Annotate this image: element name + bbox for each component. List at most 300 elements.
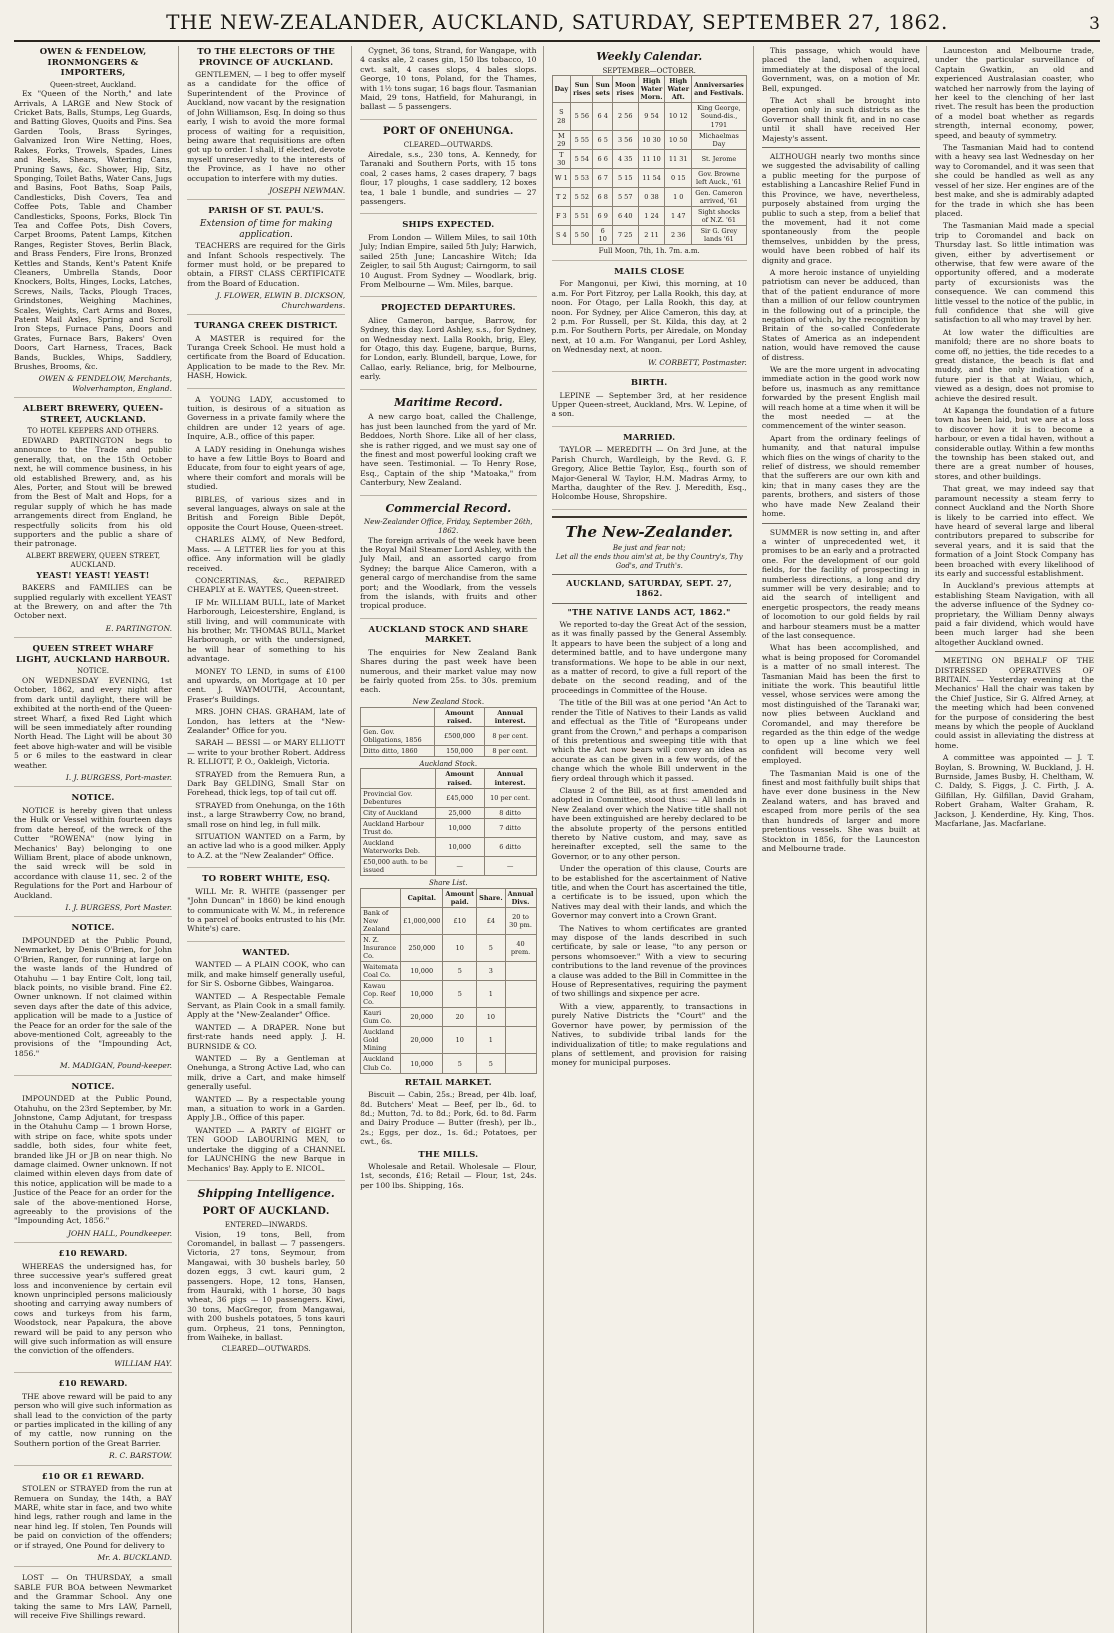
motto-line-2: Let all the ends thou aim'st at, be thy Country's, Thy God's, and Truth's. [555, 552, 743, 570]
entered-label: ENTERED—INWARDS. [224, 1220, 308, 1229]
maritime-record [360, 396, 536, 496]
table-row [361, 981, 536, 1008]
table-row [361, 1054, 536, 1073]
small-ad: STRAYED from Onehunga, on the 16th inst., a large Strawberry Cow, no brand, small rose on hind leg, in full milk. [187, 800, 346, 829]
reward-body: THE above reward will be paid to any person who will give such information as shall lead to the conviction of the party or parties implicated in the killing of any of my cattle, now running on the Southern portion of the Great Barrier. [14, 1391, 173, 1448]
table-cell: Auckland Waterworks Deb. [361, 837, 436, 856]
table-cell: 4 35 [612, 149, 638, 168]
turanga-heading: TURANGA CREEK DISTRICT. [194, 321, 338, 332]
table-cell: Kawau Cop. Reef Co. [361, 981, 401, 1008]
lost-body: LOST — On THURSDAY, a small SABLE FUR BOA between Newmarket and the Grammar School. Any one taking the same to Mrs LAW, Parnell, will receive Five Shillings reward. [14, 1573, 173, 1620]
table-row [552, 168, 746, 187]
table-header: Amount paid. [443, 888, 477, 907]
turanga-body: A MASTER is required for the Turanga Creek School. He must hold a certificate from the Board of Education. Application to be made to the Rev. Mr. HASH, Howick. [187, 333, 346, 381]
small-ad: MONEY TO LEND, in sums of £100 and upwards, on Mortgage at 10 per cent. J. WAYMOUTH, Accountant, Fraser's Buildings. [187, 666, 346, 704]
table-row [361, 788, 536, 807]
table-header: Anniversaries and Festivals. [691, 76, 746, 103]
turanga-creek [187, 321, 345, 389]
parish-signature: J. FLOWER, ELWIN B. DICKSON, Churchwardens. [216, 291, 346, 310]
table-cell: 20,000 [401, 1027, 443, 1054]
notice-signature: M. MADIGAN, Pound-keeper. [59, 1061, 173, 1071]
married-body: TAYLOR — MEREDITH — On 3rd June, at the Parish Church, Wardleigh, by the Revd. G. F. Gregory, Alice Bettie Taylor, Esq., fourth son of Major-General W. Taylor, H.M. Madras Army, to Martha, daughter of the Rev. J. Meredith, Esq., Holcombe House, Shropshire. [551, 445, 747, 502]
table-cell: 250,000 [401, 934, 443, 961]
table-cell: Gen. Cameron arrived, '61 [691, 187, 746, 206]
table-cell: Kauri Gum Co. [361, 1008, 401, 1027]
table-cell: 5 54 [571, 149, 593, 168]
table-header: Sun sets [593, 76, 612, 103]
small-ad: A YOUNG LADY, accustomed to tuition, is desirous of a situation as Governess in a private family where the children are under 12 years of age. Inquire, A.B., office of this paper. [187, 394, 346, 442]
editorial-continued [762, 46, 920, 853]
retail-heading: RETAIL MARKET. [404, 1077, 492, 1088]
commercial-heading: Commercial Record. [385, 501, 512, 515]
notice-body: IMPOUNDED at the Public Pound, Otahuhu, on the 23rd September, by Mr. Johnstone, Camp Adjutant, for trespass in the Otahuhu Camp — 1 brown Horse, with stripe on face, white spots under saddle, both sides, four white feet, branded like JH or JB on near thigh. No damage claimed. Owner unknown. If not claimed within eleven days from date of this notice, application will be made to a Justice of the Peace for an order for the sale of the above-mentioned Horse, agreeably to the provisions of the "Impounding Act, 1856." [14, 1094, 173, 1226]
departures-heading: PROJECTED DEPARTURES. [380, 303, 516, 314]
table-cell: Sight shocks of N.Z. '61 [691, 206, 746, 225]
projected-departures [360, 303, 536, 389]
paragraph: With a view, apparently, to transactions in purely Native Districts the "Court" and the Governor have power, by permission of the Natives, to subdivide tribal lands for the individualization of title; to make regulations and plans of settlement, and provision for raising money for municipal purposes. [551, 1001, 747, 1068]
electors-heading: TO THE ELECTORS OF THE PROVINCE OF AUCKLAND. [197, 47, 335, 68]
wanted-item: WANTED — A PLAIN COOK, who can milk, and make himself generally useful, for Sir S. Osborne Gibbes, Waingaroa. [187, 960, 346, 989]
table-cell: 5 [443, 1054, 477, 1073]
wanted-section [187, 948, 345, 1181]
robert-white-notice [187, 874, 345, 942]
white-body: WILL Mr. R. WHITE (passenger per "John Duncan" in 1860) be kind enough to communicate with W. M., in reference to a parcel of books entrusted to his (Mr. White's) care. [187, 886, 346, 934]
ad-heading: OWEN & FENDELOW, IRONMONGERS & IMPORTERS, [39, 47, 147, 79]
paragraph: Clause 2 of the Bill, as at first amended and adopted in Committee, stood thus: — All lands in New Zealand over which the Native title shall not have been extinguished are hereby declared to be the absolute property of the persons entitled thereto by Native custom, and may, save as hereinafter excepted, sell the same to the Governor, or to any other person. [551, 785, 747, 861]
ad-heading: ALBERT BREWERY, QUEEN-STREET, AUCKLAND. [22, 404, 164, 425]
reward-signature: WILLIAM HAY. [114, 1358, 173, 1368]
table-cell: Michaelmas Day [691, 130, 746, 149]
wanted-item: WANTED — A PARTY of EIGHT or TEN GOOD LABOURING MEN, to undertake the digging of a CHANNEL for LAUNCHING the new Barque in Mechanics' Bay. Apply to E. NICOL. [187, 1125, 346, 1173]
stock-market [360, 625, 536, 1198]
wanted-item: WANTED — By a Gentleman at Onehunga, a Strong Active Lad, who can milk, drive a Cart, and make himself generally useful. [187, 1054, 346, 1092]
mills-body: Wholesale and Retail. Wholesale — Flour, 1st, seconds, £16; Retail — Flour, 1st, 24s. per 100 lbs. Shipping, 16s. [360, 1162, 537, 1190]
table-cell: 7 ditto [484, 818, 536, 837]
editorial-paper-title: The New-Zealander. [565, 522, 733, 541]
newspaper-title: THE NEW-ZEALANDER, AUCKLAND, SATURDAY, SEPTEMBER 27, 1862. [166, 10, 948, 34]
table-cell: 8 per cent. [484, 726, 536, 745]
table-row [361, 745, 536, 756]
reward-heading: £10 REWARD. [58, 1249, 128, 1260]
paragraph: We reported to-day the Great Act of the session, as it was finally passed by the General Assembly. It appears to have been the subject of a long and determined battle, and to have undergone many transformations. We hope to be able in our next, as a matter of record, to give a full report of the debate on the second reading, and of the proceedings in Committee of the House. [551, 620, 747, 695]
retail-body: Biscuit — Cabin, 25s.; Bread, per 4lb. loaf, 8d. Butchers' Meat — Beef, per lb., 6d. to 8d.; Mutton, 7d. to 8d.; Pork, 6d. to 8d. Farm and Dairy Produce — Butter (fresh), per lb., 2s.; Eggs, per doz., 1s. 6d.; Potatoes, per cwt., 6s. [360, 1090, 537, 1147]
notice-impounded-newmarket [14, 923, 172, 1075]
table-cell: 3 [477, 962, 505, 981]
table-row [552, 149, 746, 168]
table-header: High Water Morn. [638, 76, 665, 103]
table-cell: 10 50 [665, 130, 692, 149]
table-cell: 5 [477, 1054, 505, 1073]
paragraph: The Natives to whom certificates are granted may dispose of the lands described in such certificate, by sale or lease, "to any person or persons whomsoever." With a view to securing contributions to the land revenue of the provinces a clause was added to the Bill in Committee in the House of Representatives, requiring the payment of two shillings and sixpence per acre. [551, 923, 747, 999]
table-cell: 20 [443, 1008, 477, 1027]
table-cell: 5 [477, 934, 505, 961]
table-cell: 10 [443, 934, 477, 961]
ad-signature: OWEN & FENDELOW, Merchants, Wolverhampton, England. [38, 374, 173, 393]
table-row [361, 934, 536, 961]
table-cell: 5 15 [612, 168, 638, 187]
table-cell: 20,000 [401, 1008, 443, 1027]
table-cell: 6 ditto [484, 837, 536, 856]
table-cell: 6 6 [593, 149, 612, 168]
notice-body: NOTICE is hereby given that unless the Hulk or Vessel within fourteen days from date hereof, of the wreck of the Cutter "ROWENA" (now lying in Mechanics' Bay) belonging to one William Brent, place of abode unknown, the said wreck will be sold in accordance with clause 11, sec. 2 of the Regulations for the Port and Harbour of Auckland. [14, 805, 173, 900]
table-header: Annual interest. [484, 707, 536, 726]
wanted-item: WANTED — A DRAPER. None but first-rate hands need apply. J. H. BURNSIDE & CO. [187, 1022, 346, 1051]
small-ad: BIBLES, of various sizes and in several languages, always on sale at the British and Foreign Bible Depôt, opposite the Court House, Queen-street. [187, 494, 346, 532]
table-cell [505, 1008, 536, 1027]
ad-signature: I. J. BURGESS, Port-master. [65, 772, 173, 782]
shipping-continued [360, 46, 536, 120]
small-ad: CHARLES ALMY, of New Bedford, Mass. — A LETTER lies for you at this office. Any information will be gladly received. [187, 535, 346, 573]
editorial-title: "THE NATIVE LANDS ACT, 1862." [567, 607, 731, 618]
table-cell: 1 0 [665, 187, 692, 206]
table-cell: 5 57 [612, 187, 638, 206]
nz-stock-title: New Zealand Stock. [412, 697, 485, 706]
table-cell [505, 962, 536, 981]
paragraph: SUMMER is now setting in, and after a winter of unprecedented wet, it promises to be an early and a protracted one. For the development of our gold fields, for the facility of prospecting in numberless directions, a long and dry summer will be very desirable; and to aid the search of intelligent and energetic prospectors, the ready means of locomotion to our gold fields by rail and harbour steamers must be a matter of the last consequence. [761, 527, 920, 640]
table-row [361, 837, 536, 856]
yeast-signature: E. PARTINGTON. [105, 623, 173, 633]
paragraph: A committee was appointed — J. T. Boylan, S. Browning, W. Buckland, J. H. Burnside, James Busby, H. Cheltham, W. C. Daldy, S. Figgs, J. C. Firth, J. A. Gilfillan, Hy. Gilfillan, David Graham, Robert Graham, Walter Graham, R. Jackson, J. Kenderdine, Hy. King, Thos. Macfarlane, Jas. Macfarlane. [934, 753, 1094, 829]
table-cell: M 29 [552, 130, 571, 149]
table-cell: 11 31 [665, 149, 692, 168]
table-cell: Gen. Gov. Obligations, 1856 [361, 726, 435, 745]
calendar-month: SEPTEMBER—OCTOBER. [602, 66, 696, 75]
table-cell: F 3 [552, 206, 571, 225]
paragraph: In Auckland's previous attempts at establishing Steam Navigation, with all the adverse influence of the Sydney co-proprietary, the William Denny always paid a fair dividend, which would have been much larger had she been altogether Auckland owned. [934, 581, 1094, 647]
cleared-label: CLEARED—OUTWARDS. [221, 1345, 311, 1354]
paragraph: That great, we may indeed say that paramount necessity a steam ferry to connect Auckland and the North Shore is likely to be carried into effect. We have heard of several large and liberal contributors prepared to subscribe for several years, and it is said that the formation of a Joint Stock Company has been broached with every likelihood of its early and successful establishment. [934, 484, 1094, 578]
table-cell: £45,000 [435, 788, 484, 807]
table-cell: 25,000 [435, 807, 484, 818]
mails-close [552, 267, 747, 372]
table-row [361, 1027, 536, 1054]
motto-line-1: Be just and fear not; [612, 544, 686, 553]
table-header [361, 888, 401, 907]
table-cell: W 1 [552, 168, 571, 187]
onehunga-heading: PORT OF ONEHUNGA. [383, 125, 514, 137]
table-header: Amount raised. [435, 707, 485, 726]
table-cell: Bank of New Zealand [361, 907, 401, 934]
table-cell: 150,000 [435, 745, 485, 756]
table-cell: 6 10 [593, 226, 612, 245]
paragraph: This passage, which would have placed the land, when acquired, immediately at the disposal of the local Government, was, on a motion of Mr. Bell, expunged. [761, 46, 920, 93]
paragraph: The title of the Bill was at one period "An Act to render the Title of Natives to their Lands as valid and effectual as the Title of "Europeans under grant from the Crown," and perhaps a comparison of this pretentious and sweeping title with that which the Act now bears will convey an idea as accurate as can be given in a few words, of the change which the whole Bill underwent in the fiery ordeal through which it passed. [551, 698, 747, 783]
paragraph: The Tasmanian Maid made a special trip to Coromandel and back on Thursday last. So little intimation was given, either by advertisement or otherwise, that few were aware of the opportunity offered, and a moderate party of excursionists was the consequence. We can commend this little vessel to the notice of the public, in full confidence that she will give satisfaction to all who may travel by her. [934, 221, 1094, 325]
columns [14, 46, 1100, 1620]
editorial-dateline: AUCKLAND, SATURDAY, SEPT. 27, 1862. [566, 578, 733, 599]
table-row [361, 818, 536, 837]
table-cell: 5 52 [571, 187, 593, 206]
nz-stock-table [360, 707, 536, 757]
table-cell: Ditto ditto, 1860 [361, 745, 435, 756]
table-cell: 0 15 [665, 168, 692, 187]
table-row [361, 907, 536, 934]
electors-body: GENTLEMEN, — I beg to offer myself as a candidate for the office of Superintendent of the Province of Auckland, now vacant by the resignation of John Williamson, Esq. In doing so thus early, I wish to avoid the more formal process of waiting for a requisition, being aware that requisitions are often got up to order. I shall, if elected, devote myself unreservedly to the interests of the Province, as I have no other occupation to interfere with my duties. [187, 70, 346, 183]
editorial-column-6 [935, 46, 1094, 829]
table-cell: — [484, 856, 536, 875]
ad-body: Ex "Queen of the North," and late Arrivals, A LARGE and New Stock of Cricket Bats, Balls, Stumps, Leg Guards, and Batting Gloves, Quoits and Pins. Sea Garden Tools, Brass Syringes, Galvanized Iron Wire Netting, Hoes, Rakes, Forks, Trowels, Spades, Lines and Reels, Shears, Watering Cans, Pruning Saws, &c. Shower, Hip, Sitz, Sponging, Toilet Baths, Water Cans, Jugs and Basins, Foot Baths, Soap Pails, Candlesticks, Dish Covers, Tea and Coffee Pots, Table and Chamber Candlesticks, Spoons, Forks, Block Tin Tea and Coffee Pots, Dish Covers, Carpet Brooms, Patent Lamps, Kitchen Ranges, Register Stoves, Berlin Black, and Brass Fenders, Fire Irons, Bronzed Kettles and Stands, Kent's Patent Knife Cleaners, Umbrella Stands, Door Knockers, Bolts, Hinges, Locks, Latches, Screws, Nails, Tacks, Plough Traces, Grindstones, Weighing Machines, Scales, Weights, Cart Arms and Boxes, Patent Mail Axles, Spring and Scroll Iron Steps, Furnace Pans, Doors and Grates, Furnace Bars, Bakers' Oven Doors, Cart Harness, Traces, Back Bands, Buckles, Whips, Saddlery, Brushes, Brooms, &c. [14, 89, 173, 372]
table-row [361, 807, 536, 818]
table-cell [505, 1054, 536, 1073]
maritime-body: A new cargo boat, called the Challenge, has just been launched from the yard of Mr. Beddoes, North Shore. Like all of her class, she is rather rigged, and we must say one of the finest and most powerful looking craft we have seen. Testimonial. — To Henry Rose, Esq., Captain of the ship "Matoaka," from Canterbury, New Zealand. [360, 412, 537, 488]
table-row [361, 962, 536, 981]
table-cell: 10,000 [435, 837, 484, 856]
paragraph: ALTHOUGH nearly two months since we suggested the advisability of calling a public meeting for the purpose of establishing a Lancashire Relief Fund in this Province, we have, nevertheless, purposely abstained from urging the public to such a step, from a belief that the movement, had it not come spontaneously from the people themselves, unbidden by the press, would have been robbed of half its dignity and grace. [761, 152, 920, 265]
table-cell: 10,000 [401, 1054, 443, 1073]
table-row [552, 226, 746, 245]
table-cell: 3 56 [612, 130, 638, 149]
calendar-heading: Weekly Calendar. [596, 50, 703, 63]
editorial-body [552, 620, 747, 1068]
onehunga-sub: CLEARED—OUTWARDS. [403, 141, 493, 150]
married-notice [552, 433, 747, 510]
small-ad: SITUATION WANTED on a Farm, by an active lad who is a good milker. Apply to A.Z. at the "New Zealander" Office. [187, 832, 346, 860]
notice-heading: NOTICE. [71, 923, 115, 934]
table-cell: 1 47 [665, 206, 692, 225]
shipping-intelligence [187, 1187, 345, 1358]
table-cell: 6 5 [593, 130, 612, 149]
table-cell: 40 prem. [505, 934, 536, 961]
small-ad: MRS. JOHN CHAS. GRAHAM, late of London, has letters at the "New-Zealander" Office for you. [187, 707, 346, 735]
notice-rowena [14, 793, 172, 917]
reward-barstow [14, 1379, 172, 1465]
table-cell: T 2 [552, 187, 571, 206]
table-cell: 7 25 [612, 226, 638, 245]
table-cell: 20 to 30 pm. [505, 907, 536, 934]
parish-heading: PARISH OF ST. PAUL'S. [208, 206, 324, 217]
small-ad: SARAH — BESSI — or MARY ELLIOTT — write to your brother Robert. Address R. ELLIOTT, P. O., Oakleigh, Victoria. [187, 738, 346, 767]
ad-subheading: NOTICE. [77, 667, 110, 676]
reward-signature: R. C. BARSTOW. [108, 1451, 173, 1461]
paragraph: Under the operation of this clause, Courts are to be established for the ascertainment of Native title, and when the Court has ascertained the title, a certificate is to be issued, upon which the Natives may deal with their lands, and which the Governor may convert into a Crown Grant. [551, 864, 747, 921]
share-list-table [360, 888, 536, 1074]
paragraph: The Tasmanian Maid had to contend with a heavy sea last Wednesday on her way to Coromandel, and it was seen that she could be handled as well as any vessel of her size. Her engines are of the best make, and she is admirably adapted for the trade in which she has been placed. [934, 143, 1094, 218]
commercial-record [360, 502, 536, 619]
electors-signature: JOSEPH NEWMAN. [269, 185, 346, 195]
paragraph: MEETING ON BEHALF OF THE DISTRESSED OPERATIVES OF BRITAIN. — Yesterday evening at the Mechanics' Hall the chair was taken by the Chief Justice, Sir G. Alfred Arney, at the meeting which had been convened for the purpose of considering the best means by which the people of Auckland could assist in alleviating the distress at home. [934, 656, 1094, 750]
table-cell: Waitemata Coal Co. [361, 962, 401, 981]
ad-owen-fendelow [14, 47, 172, 398]
wanted-item: WANTED — A Respectable Female Servant, as Plain Cook in a small family. Apply at the "New-Zealander" Office. [187, 991, 346, 1020]
maritime-heading: Maritime Record. [394, 395, 503, 409]
table-row [552, 206, 746, 225]
table-header: High Water Aft. [665, 76, 692, 103]
ad-wharf-light [14, 644, 172, 787]
column-2 [187, 46, 352, 1633]
port-auckland-title: PORT OF AUCKLAND. [202, 1205, 330, 1217]
expected-body: From London — Willem Miles, to sail 10th July; Indian Empire, sailed 5th July; Harwich, sailed 25th June; Lancashire Witch; Ida Zeigler, to sail 5th August; Cairngorm, to sail 10 August. From Sydney — Woodlark, brig. From Melbourne — Wm. Miles, barque. [360, 232, 537, 289]
column-6 [935, 46, 1100, 1633]
table-cell: 5 51 [571, 206, 593, 225]
notice-heading: NOTICE. [71, 1081, 115, 1092]
table-cell: 10 30 [638, 130, 665, 149]
paragraph: We are the more urgent in advocating immediate action in the good work now before us, inasmuch as any remittance forwarded by the present English mail will reach home at a time when it will be the most needed — at the commencement of the winter season. [761, 365, 920, 431]
ad-body: EDWARD PARTINGTON begs to announce to the Trade and public generally, that, on the 15th October next, he will commence business, in his old established Brewery, and, as his Ales, Porter, and Stout will be brewed from the Best of Malt and Hops, for a regular supply of which he has made arrangements direct from England, he respectfully solicits from his old supporters and the public a share of their patronage. [14, 436, 173, 549]
table-cell: 6 4 [593, 103, 612, 130]
table-cell: Auckland Harbour Trust do. [361, 818, 436, 837]
calendar-table [552, 75, 747, 245]
mails-signature: W. CORBETT, Postmaster. [647, 357, 747, 367]
table-cell: S 4 [552, 226, 571, 245]
table-cell: 1 24 [638, 206, 665, 225]
table-cell: 5 55 [571, 130, 593, 149]
table-cell: 1 [477, 981, 505, 1008]
parish-subheading: Extension of time for making application. [199, 218, 333, 241]
parish-body: TEACHERS are required for the Girls and Infant Schools respectively. The former must hold, or be prepared to obtain, a FIRST CLASS CERTIFICATE from the Board of Education. [187, 241, 346, 288]
table-row [361, 1008, 536, 1027]
parish-st-pauls [187, 206, 345, 315]
mills-heading: THE MILLS. [418, 1149, 479, 1160]
small-ad: STRAYED from the Remuera Run, a Dark Bay GELDING, Small Star on Forehead, thick legs, top of tail cut off. [187, 769, 346, 798]
table-cell: 10,000 [401, 981, 443, 1008]
table-header: Capital. [401, 888, 443, 907]
ak-stock-title: Auckland Stock. [419, 759, 478, 768]
table-cell: 6 7 [593, 168, 612, 187]
reward-signature: Mr. A. BUCKLAND. [97, 1552, 173, 1562]
shipping-continued-body: Cygnet, 36 tons, Strand, for Wangape, with 4 casks ale, 2 cases gin, 150 lbs tobacco, 10 cwt. salt, 4 cases slops, 4 bales slops. George, 10 tons, Poland, for the Thames, with 1½ tons sugar, 16 bags flour. Tasmanian Maid, 29 tons, Hatfield, for Mahurangi, in ballast — 5 passengers. [360, 46, 537, 112]
lost-notice [14, 1573, 172, 1627]
table-cell: 11 54 [638, 168, 665, 187]
paragraph: A more heroic instance of unyielding patriotism can never be adduced, than that of the patient endurance of more than a million of our fellow countrymen in the following out of a principle, the negation of which, by the recognition by Britain of the so-called Confederate States of America as an independent nation, would have removed the cause of distress. [761, 267, 920, 362]
table-cell: £4 [477, 907, 505, 934]
table-cell: Auckland Gold Mining [361, 1027, 401, 1054]
column-3 [360, 46, 543, 1633]
table-cell: 0 38 [638, 187, 665, 206]
table-cell: 5 50 [571, 226, 593, 245]
table-cell: 9 54 [638, 103, 665, 130]
column-1 [14, 46, 179, 1633]
column-5 [762, 46, 927, 1633]
small-ad: CONCERTINAS, &c., REPAIRED CHEAPLY at E. WAYTES, Queen-street. [187, 575, 346, 595]
table-header: Day [552, 76, 571, 103]
ad-subheading: TO HOTEL KEEPERS AND OTHERS. [27, 427, 159, 436]
table-cell: 2 56 [612, 103, 638, 130]
column-4 [552, 46, 754, 1633]
ad-subheading: Queen-street, Auckland. [50, 80, 137, 89]
weekly-calendar [552, 50, 747, 261]
table-cell: 6 40 [612, 206, 638, 225]
table-cell: St. Jerome [691, 149, 746, 168]
paragraph: Apart from the ordinary feelings of humanity, and that natural impulse which flies on the wings of charity to the relief of distress, we should remember that the sufferers are our own kith and kin; that in many cases they are the parents, brothers, and sisters of those who have made New Zealand their home. [761, 433, 920, 519]
onehunga-body: Airedale, s.s., 230 tons, A. Kennedy, for Taranaki and Southern Ports, with 15 tons coal, 2 cases hams, 2 cases drapery, 7 bags flour, 17 ploughs, 1 case saddlery, 12 boxes tea, 1 bale 1 bundle, and sundries — 27 passengers. [360, 149, 537, 206]
wanted-item: WANTED — By a respectable young man, a situation to work in a Garden. Apply J.B., Office of this paper. [187, 1094, 346, 1123]
shipping-body: Vision, 19 tons, Bell, from Coromandel, in ballast — 7 passengers. Victoria, 27 tons, Seymour, from Mangawai, with 30 bushels barley, 50 dozen eggs, 3 cwt. kauri gum, 2 passengers. Hope, 12 tons, Hansen, from Hauraki, with 1 horse, 30 bags wheat, 36 pigs — 10 passengers. Kiwi, 30 tons, MacGregor, from Mangawai, with 200 bushels potatoes, 5 tons kauri gum. Orpheus, 21 tons, Pennington, from Waiheke, in ballast. [187, 1229, 346, 1343]
table-cell: £10 [443, 907, 477, 934]
share-list-title: Share List. [428, 878, 468, 887]
table-cell: 2 11 [638, 226, 665, 245]
mails-heading: MAILS CLOSE [614, 266, 685, 277]
table-row [361, 726, 536, 745]
table-header: Annual Divs. [505, 888, 536, 907]
table-cell: 10,000 [435, 818, 484, 837]
table-cell: 5 56 [571, 103, 593, 130]
birth-notice [552, 378, 747, 427]
ak-stock-table [360, 768, 536, 876]
paragraph: Launceston and Melbourne trade, under the particular surveillance of Captain Gwatkin, an old and experienced Australasian coaster, who watched her narrowly from the laying of her keel to the clenching of her last rivet. The result has been the production of a model boat whether as regards strength, internal economy, power, speed, and beauty of symmetry. [934, 46, 1094, 140]
departures-body: Alice Cameron, barque, Barrow, for Sydney, this day. Lord Ashley, s.s., for Sydney, on Wednesday next. Lalla Rookh, brig, Eley, for Otago, this day. Eugene, barque, Burns, for London, early. Blundell, barque, Lowe, for Callao, early. Reliance, brig, for Melbourne, early. [360, 315, 537, 382]
ships-expected [360, 220, 536, 297]
table-row [361, 856, 536, 875]
commercial-office: New-Zealander Office, Friday, September 26th, 1862. [364, 518, 533, 535]
table-cell: 10 per cent. [484, 788, 536, 807]
masthead [14, 10, 1100, 42]
notice-signature: JOHN HALL, Poundkeeper. [67, 1228, 173, 1238]
birth-body: LEPINE — September 3rd, at her residence Upper Queen-street, Auckland, Mrs. W. Lepine, of a son. [551, 390, 747, 419]
table-cell: T 30 [552, 149, 571, 168]
shipping-heading: Shipping Intelligence. [197, 1186, 335, 1200]
notice-body: IMPOUNDED at the Public Pound, Newmarket, by Denis O'Brien, for John O'Brien, Ranger, for running at large on the waste lands of the Hundred of Otahuhu — 1 bay Entire Colt, long tail, black points, no visible brand. Fine £2. Owner unknown. If not claimed within seven days after the date of this advice, application will be made to a Justice of the Peace for an order for the sale of the above-mentioned Colt, agreeably to the provisions of the "Impounding Act, 1856." [14, 935, 173, 1058]
table-cell: Gov. Browne left Auck., '61 [691, 168, 746, 187]
small-ad: IF Mr. WILLIAM BULL, late of Market Harborough, Leicestershire, England, is still living, and will communicate with his brother, Mr. THOMAS BULL, Market Harborough, or with the undersigned, he will hear of something to his advantage. [187, 597, 346, 664]
table-row [552, 187, 746, 206]
table-header [361, 769, 436, 788]
table-cell: 8 ditto [484, 807, 536, 818]
table-header: Moon rises [612, 76, 638, 103]
table-cell: King George, Sound-dis., 1791 [691, 103, 746, 130]
table-header: Amount raised. [435, 769, 484, 788]
table-header: Share. [477, 888, 505, 907]
moon-note: Full Moon, 7th, 1h. 7m. a.m. [598, 247, 700, 256]
table-cell: Auckland Club Co. [361, 1054, 401, 1073]
table-cell [505, 981, 536, 1008]
paragraph: The Act shall be brought into operation only in such districts as the Governor shall think fit, and in no case until it shall have received Her Majesty's assent. [761, 96, 920, 143]
paragraph: What has been accomplished, and what is being proposed for Coromandel is a matter of no small interest. The Tasmanian Maid has been the first to initiate the work. This beautiful little vessel, whose services were among the most distinguished of the Taranaki war, now plies between Auckland and Coromandel, and may therefore be regarded as the thin edge of the wedge to open up a line which we feel confident will become very well employed. [761, 643, 920, 766]
table-cell: 1 [477, 1027, 505, 1054]
paragraph: At Kapanga the foundation of a future town has been laid, but we are at a loss to discover how it is to become a harbour, or even a tidal haven, without a considerable outlay. Within a few months the township has been staked out, and there are a great number of houses, stores, and other buildings. [934, 406, 1094, 481]
ad-heading: QUEEN STREET WHARF LIGHT, AUCKLAND HARBOUR. [16, 644, 171, 665]
table-row [552, 130, 746, 149]
table-cell: City of Auckland [361, 807, 436, 818]
table-header: Sun rises [571, 76, 593, 103]
reward-heading: £10 REWARD. [58, 1379, 128, 1390]
yeast-body: BAKERS and FAMILIES can be supplied regularly with excellent YEAST at the Brewery, on and after the 7th October next. [14, 583, 173, 621]
stock-heading: AUCKLAND STOCK AND SHARE MARKET. [368, 624, 529, 646]
table-cell: 5 [443, 981, 477, 1008]
wanted-heading: WANTED. [242, 947, 290, 958]
ad-albert-brewery [14, 404, 172, 638]
ad-body: ON WEDNESDAY EVENING, 1st October, 1862, and every night after from dark until daylight, there will be exhibited at the north-end of the Queen-street Wharf, a fixed Red Light which will be seen immediately after rounding North Head. The Light will be about 30 feet above high-water and will be visible 5 or 6 miles to the eastward in clear weather. [14, 675, 173, 770]
table-cell: £500,000 [435, 726, 485, 745]
reward-heading: £10 OR £1 REWARD. [41, 1471, 145, 1482]
page-number: 3 [1089, 14, 1100, 34]
paragraph: At low water the difficulties are manifold; there are no shore boats to come off, no jetties, the tide recedes to a great distance, the beach is flat and muddy, and the only indication of a future pier is that at Waiau, which, viewed as a design, does not promise to achieve the desired result. [934, 327, 1094, 403]
reward-buckland [14, 1472, 172, 1568]
table-cell: £1,000,000 [401, 907, 443, 934]
table-cell: 2 36 [665, 226, 692, 245]
notice-signature: I. J. BURGESS, Port Master. [65, 902, 173, 912]
table-header: Annual interest. [484, 769, 536, 788]
table-cell: 6 8 [593, 187, 612, 206]
table-cell: 5 53 [571, 168, 593, 187]
table-cell: Provincial Gov. Debentures [361, 788, 436, 807]
table-cell: £50,000 auth. to be issued [361, 856, 436, 875]
married-heading: MARRIED. [623, 432, 676, 443]
small-ads [187, 395, 345, 869]
mails-body: For Mangonui, per Kiwi, this morning, at 10 a.m. For Port Fitzroy, per Lalla Rookh, this day, at noon. For Otago, per Lalla Rookh, this day, at noon. For Sydney, per Alice Cameron, this day, at 2 p.m. For Russell, per St. Kilda, this day, at 2 p.m. For Southern Ports, per Airedale, on Monday next, at 10 a.m. For Wanganui, per Lord Ashley, on Wednesday next, at noon. [551, 279, 747, 355]
table-cell: 10,000 [401, 962, 443, 981]
table-cell: — [435, 856, 484, 875]
port-onehunga [360, 126, 536, 215]
paragraph: The Tasmanian Maid is one of the finest and most faithfully built ships that have ever done business in the New Zealand waters, and has braved and escaped from more perils of the sea than hundreds of larger and more pretentious vessels. She was built at Stockton in 1856, for the Launceston and Melbourne trade. [761, 768, 920, 853]
expected-heading: SHIPS EXPECTED. [402, 220, 495, 231]
notice-impounded-otahuhu [14, 1082, 172, 1244]
notice-heading: NOTICE. [71, 793, 115, 804]
reward-body: WHEREAS the undersigned has, for three successive year's suffered great loss and inconvenience by certain evil known unprincipled persons maliciously shooting and carrying away numbers of cows and turkeys from his farm, Woodstock, near Papakura, the above reward will be paid to any person who will give such information as will ensure the conviction of the offenders. [14, 1261, 173, 1356]
small-ad: A LADY residing in Onehunga wishes to have a few Little Boys to Board and Educate, from four to eight years of age, where their comfort and morals will be studied. [187, 444, 346, 492]
table-cell: 10 [477, 1008, 505, 1027]
stock-body: The enquiries for New Zealand Bank Shares during the past week have been numerous, and their market value may now be fairly quoted from 25s. to 30s. premium each. [360, 647, 537, 695]
table-cell [505, 1027, 536, 1054]
